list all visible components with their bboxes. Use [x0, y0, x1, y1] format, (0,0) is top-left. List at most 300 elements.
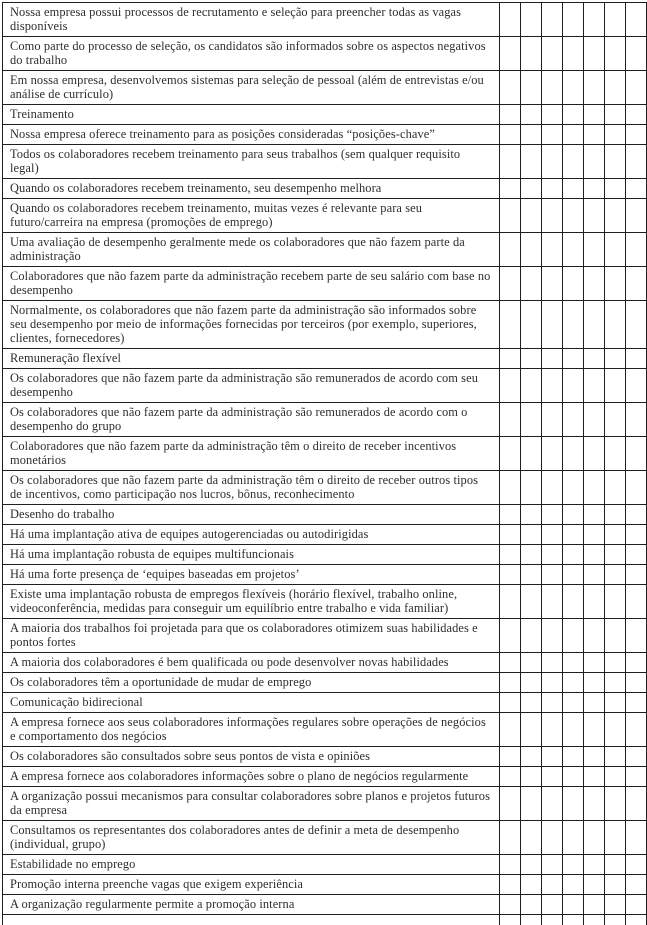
rating-cell[interactable]: [584, 437, 605, 471]
rating-cell[interactable]: [584, 105, 605, 125]
rating-cell[interactable]: [542, 545, 563, 565]
rating-cell[interactable]: [584, 233, 605, 267]
rating-cell[interactable]: [626, 403, 647, 437]
rating-cell[interactable]: [563, 821, 584, 855]
rating-cell[interactable]: [542, 875, 563, 895]
rating-cell[interactable]: [500, 437, 521, 471]
rating-cell[interactable]: [563, 747, 584, 767]
rating-cell[interactable]: [584, 301, 605, 349]
rating-cell[interactable]: [500, 505, 521, 525]
rating-cell[interactable]: [605, 713, 626, 747]
statement-cell: Os colaboradores têm a oportunidade de mudar de emprego: [3, 673, 500, 693]
rating-cell[interactable]: [626, 787, 647, 821]
item-row: [3, 437, 647, 471]
rating-cell[interactable]: [563, 125, 584, 145]
statement-cell: A organização possui mecanismos para consultar colaboradores sobre planos e projetos futuros da empresa: [3, 787, 500, 821]
rating-cell[interactable]: [626, 767, 647, 787]
section-row: [3, 693, 647, 713]
rating-cell[interactable]: [563, 565, 584, 585]
rating-cell[interactable]: [500, 267, 521, 301]
rating-cell[interactable]: [626, 565, 647, 585]
rating-cell[interactable]: [521, 349, 542, 369]
rating-cell[interactable]: [542, 653, 563, 673]
statement-cell: Colaboradores que não fazem parte da administração recebem parte de seu salário com base no desempenho: [3, 267, 500, 301]
rating-cell[interactable]: [626, 653, 647, 673]
rating-cell[interactable]: [521, 525, 542, 545]
rating-cell[interactable]: [626, 693, 647, 713]
rating-cell[interactable]: [605, 3, 626, 37]
rating-cell[interactable]: [521, 673, 542, 693]
rating-cell[interactable]: [584, 199, 605, 233]
rating-cell[interactable]: [500, 105, 521, 125]
rating-cell[interactable]: [563, 787, 584, 821]
rating-cell[interactable]: [500, 821, 521, 855]
rating-cell[interactable]: [605, 179, 626, 199]
rating-cell[interactable]: [605, 349, 626, 369]
rating-cell[interactable]: [500, 875, 521, 895]
rating-cell[interactable]: [563, 693, 584, 713]
rating-cell[interactable]: [521, 505, 542, 525]
item-row: [3, 713, 647, 747]
rating-cell[interactable]: [584, 403, 605, 437]
rating-cell[interactable]: [584, 369, 605, 403]
item-row: [3, 179, 647, 199]
rating-cell[interactable]: [500, 747, 521, 767]
rating-cell[interactable]: [521, 747, 542, 767]
statement-cell: Promoção interna preenche vagas que exigem experiência: [3, 875, 500, 895]
rating-cell[interactable]: [605, 105, 626, 125]
rating-cell[interactable]: [521, 693, 542, 713]
rating-cell[interactable]: [584, 673, 605, 693]
rating-cell[interactable]: [542, 125, 563, 145]
item-row: [3, 895, 647, 915]
item-row: [3, 565, 647, 585]
statement-cell: A empresa fornece aos colaboradores informações sobre o plano de negócios regularmente: [3, 767, 500, 787]
rating-cell[interactable]: [626, 525, 647, 545]
rating-cell[interactable]: [542, 403, 563, 437]
rating-cell[interactable]: [542, 787, 563, 821]
rating-cell[interactable]: [605, 125, 626, 145]
rating-cell[interactable]: [626, 545, 647, 565]
rating-cell[interactable]: [521, 585, 542, 619]
questionnaire-table: [2, 2, 647, 925]
rating-cell[interactable]: [563, 145, 584, 179]
rating-cell[interactable]: [500, 471, 521, 505]
rating-cell[interactable]: [626, 585, 647, 619]
rating-cell[interactable]: [605, 855, 626, 875]
rating-cell[interactable]: [521, 895, 542, 915]
rating-cell[interactable]: [542, 369, 563, 403]
rating-cell[interactable]: [500, 895, 521, 915]
rating-cell[interactable]: [584, 349, 605, 369]
questionnaire-page: [0, 2, 646, 911]
rating-cell[interactable]: [563, 619, 584, 653]
rating-cell[interactable]: [542, 505, 563, 525]
rating-cell[interactable]: [521, 471, 542, 505]
rating-cell[interactable]: [542, 565, 563, 585]
item-row: [3, 471, 647, 505]
rating-cell[interactable]: [605, 369, 626, 403]
rating-cell[interactable]: [605, 233, 626, 267]
rating-cell[interactable]: [626, 855, 647, 875]
rating-cell[interactable]: [542, 267, 563, 301]
rating-cell[interactable]: [500, 565, 521, 585]
item-row: [3, 233, 647, 267]
rating-cell[interactable]: [605, 821, 626, 855]
rating-cell[interactable]: [563, 267, 584, 301]
rating-cell[interactable]: [626, 875, 647, 895]
rating-cell[interactable]: [563, 505, 584, 525]
rating-cell[interactable]: [542, 471, 563, 505]
rating-cell[interactable]: [521, 301, 542, 349]
rating-cell[interactable]: [563, 875, 584, 895]
rating-cell[interactable]: [584, 179, 605, 199]
rating-cell[interactable]: [542, 71, 563, 105]
rating-cell[interactable]: [563, 71, 584, 105]
item-row: [3, 619, 647, 653]
rating-cell[interactable]: [605, 565, 626, 585]
rating-cell[interactable]: [584, 585, 605, 619]
rating-cell[interactable]: [542, 145, 563, 179]
rating-cell[interactable]: [521, 915, 542, 925]
statement-cell: Há uma forte presença de ‘equipes baseadas em projetos’: [3, 565, 500, 585]
rating-cell[interactable]: [626, 37, 647, 71]
rating-cell[interactable]: [521, 619, 542, 653]
rating-cell[interactable]: [584, 713, 605, 747]
rating-cell[interactable]: [563, 403, 584, 437]
rating-cell[interactable]: [563, 585, 584, 619]
rating-cell[interactable]: [605, 875, 626, 895]
statement-cell: Os colaboradores que não fazem parte da administração são remunerados de acordo com o desempenho do grupo: [3, 403, 500, 437]
rating-cell[interactable]: [500, 855, 521, 875]
section-row: [3, 105, 647, 125]
statement-cell: Em nossa empresa, desenvolvemos sistemas para seleção de pessoal (além de entrevistas e/ou análise de currículo): [3, 71, 500, 105]
rating-cell[interactable]: [500, 693, 521, 713]
statement-cell: Colaboradores que não fazem parte da administração têm o direito de receber incentivos monetários: [3, 437, 500, 471]
rating-cell[interactable]: [521, 787, 542, 821]
rating-cell[interactable]: [521, 369, 542, 403]
rating-cell[interactable]: [500, 787, 521, 821]
rating-cell[interactable]: [500, 145, 521, 179]
rating-cell[interactable]: [626, 369, 647, 403]
rating-cell[interactable]: [542, 693, 563, 713]
rating-cell[interactable]: [521, 875, 542, 895]
rating-cell[interactable]: [521, 71, 542, 105]
rating-cell[interactable]: [584, 875, 605, 895]
rating-cell[interactable]: [542, 915, 563, 925]
rating-cell[interactable]: [605, 693, 626, 713]
rating-cell[interactable]: [626, 437, 647, 471]
rating-cell[interactable]: [542, 713, 563, 747]
statement-cell: Há uma implantação ativa de equipes autogerenciadas ou autodirigidas: [3, 525, 500, 545]
rating-cell[interactable]: [542, 525, 563, 545]
item-row: [3, 747, 647, 767]
rating-cell[interactable]: [626, 105, 647, 125]
item-row: [3, 767, 647, 787]
statement-cell: Uma avaliação de desempenho geralmente mede os colaboradores que não fazem parte da administração: [3, 233, 500, 267]
item-row: [3, 653, 647, 673]
rating-cell[interactable]: [584, 565, 605, 585]
rating-cell[interactable]: [563, 545, 584, 565]
rating-cell[interactable]: [542, 767, 563, 787]
rating-cell[interactable]: [521, 821, 542, 855]
rating-cell[interactable]: [500, 767, 521, 787]
item-row: [3, 545, 647, 565]
section-title-cell: Desenho do trabalho: [3, 505, 500, 525]
item-row: [3, 125, 647, 145]
rating-cell[interactable]: [521, 653, 542, 673]
rating-cell[interactable]: [542, 437, 563, 471]
section-row: [3, 505, 647, 525]
statement-cell: Todos os colaboradores recebem treinamento para seus trabalhos (sem qualquer requisito legal): [3, 145, 500, 179]
rating-cell[interactable]: [563, 349, 584, 369]
item-row: [3, 585, 647, 619]
rating-cell[interactable]: [563, 895, 584, 915]
rating-cell[interactable]: [563, 471, 584, 505]
rating-cell[interactable]: [542, 3, 563, 37]
section-title-cell: Comunicação bidirecional: [3, 693, 500, 713]
item-row: [3, 369, 647, 403]
rating-cell[interactable]: [605, 525, 626, 545]
item-row: [3, 267, 647, 301]
rating-cell[interactable]: [626, 505, 647, 525]
rating-cell[interactable]: [626, 619, 647, 653]
rating-cell[interactable]: [500, 199, 521, 233]
rating-cell[interactable]: [605, 199, 626, 233]
rating-cell[interactable]: [521, 403, 542, 437]
statement-cell: Consultamos os representantes dos colaboradores antes de definir a meta de desempenho (individual, grupo): [3, 821, 500, 855]
rating-cell[interactable]: [584, 145, 605, 179]
statement-cell: A maioria dos colaboradores é bem qualificada ou pode desenvolver novas habilidades: [3, 653, 500, 673]
rating-cell[interactable]: [584, 821, 605, 855]
rating-cell[interactable]: [626, 349, 647, 369]
rating-cell[interactable]: [563, 105, 584, 125]
rating-cell[interactable]: [563, 525, 584, 545]
rating-cell[interactable]: [542, 179, 563, 199]
rating-cell[interactable]: [521, 37, 542, 71]
rating-cell[interactable]: [500, 585, 521, 619]
rating-cell[interactable]: [584, 895, 605, 915]
rating-cell[interactable]: [500, 713, 521, 747]
rating-cell[interactable]: [521, 713, 542, 747]
rating-cell[interactable]: [500, 125, 521, 145]
rating-cell[interactable]: [626, 3, 647, 37]
rating-cell[interactable]: [500, 37, 521, 71]
rating-cell[interactable]: [500, 915, 521, 925]
rating-cell[interactable]: [584, 125, 605, 145]
rating-cell[interactable]: [584, 747, 605, 767]
rating-cell[interactable]: [521, 855, 542, 875]
rating-cell[interactable]: [626, 471, 647, 505]
rating-cell[interactable]: [542, 895, 563, 915]
item-row: [3, 71, 647, 105]
rating-cell[interactable]: [521, 565, 542, 585]
rating-cell[interactable]: [521, 767, 542, 787]
rating-cell[interactable]: [500, 71, 521, 105]
table-body: [3, 3, 647, 925]
rating-cell[interactable]: [542, 855, 563, 875]
rating-cell[interactable]: [563, 713, 584, 747]
rating-cell[interactable]: [584, 267, 605, 301]
rating-cell[interactable]: [626, 199, 647, 233]
rating-cell[interactable]: [542, 233, 563, 267]
item-row: [3, 787, 647, 821]
rating-cell[interactable]: [542, 619, 563, 653]
section-row: [3, 349, 647, 369]
rating-cell[interactable]: [626, 915, 647, 925]
rating-cell[interactable]: [626, 301, 647, 349]
section-title-cell: Estabilidade no emprego: [3, 855, 500, 875]
rating-cell[interactable]: [626, 179, 647, 199]
item-row: [3, 199, 647, 233]
rating-cell[interactable]: [521, 105, 542, 125]
rating-cell[interactable]: [584, 525, 605, 545]
rating-cell[interactable]: [626, 673, 647, 693]
statement-cell: Nossa empresa oferece treinamento para as posições consideradas “posições-chave”: [3, 125, 500, 145]
rating-cell[interactable]: [584, 3, 605, 37]
rating-cell[interactable]: [605, 787, 626, 821]
section-row: [3, 855, 647, 875]
rating-cell[interactable]: [584, 693, 605, 713]
rating-cell[interactable]: [626, 713, 647, 747]
rating-cell[interactable]: [542, 821, 563, 855]
rating-cell[interactable]: [542, 199, 563, 233]
rating-cell[interactable]: [563, 179, 584, 199]
rating-cell[interactable]: [500, 545, 521, 565]
rating-cell[interactable]: [584, 855, 605, 875]
rating-cell[interactable]: [605, 37, 626, 71]
rating-cell[interactable]: [626, 747, 647, 767]
rating-cell[interactable]: [500, 301, 521, 349]
rating-cell[interactable]: [500, 349, 521, 369]
rating-cell[interactable]: [521, 199, 542, 233]
rating-cell[interactable]: [521, 233, 542, 267]
rating-cell[interactable]: [584, 767, 605, 787]
rating-cell[interactable]: [500, 233, 521, 267]
rating-cell[interactable]: [605, 619, 626, 653]
rating-cell[interactable]: [605, 767, 626, 787]
rating-cell[interactable]: [605, 437, 626, 471]
rating-cell[interactable]: [605, 915, 626, 925]
rating-cell[interactable]: [563, 653, 584, 673]
statement-cell: A maioria dos trabalhos foi projetada para que os colaboradores otimizem suas habilidades e pontos fortes: [3, 619, 500, 653]
item-row: [3, 37, 647, 71]
rating-cell[interactable]: [542, 349, 563, 369]
rating-cell[interactable]: [605, 895, 626, 915]
section-title-cell: Remuneração flexível: [3, 349, 500, 369]
rating-cell[interactable]: [584, 787, 605, 821]
rating-cell[interactable]: [626, 821, 647, 855]
rating-cell[interactable]: [605, 747, 626, 767]
rating-cell[interactable]: [563, 37, 584, 71]
rating-cell[interactable]: [605, 545, 626, 565]
rating-cell[interactable]: [563, 301, 584, 349]
rating-cell[interactable]: [500, 525, 521, 545]
rating-cell[interactable]: [500, 3, 521, 37]
rating-cell[interactable]: [605, 403, 626, 437]
rating-cell[interactable]: [521, 545, 542, 565]
rating-cell[interactable]: [500, 653, 521, 673]
rating-cell[interactable]: [563, 3, 584, 37]
rating-cell[interactable]: [584, 505, 605, 525]
statement-cell: Há uma implantação robusta de equipes multifuncionais: [3, 545, 500, 565]
rating-cell[interactable]: [563, 233, 584, 267]
rating-cell[interactable]: [584, 471, 605, 505]
rating-cell[interactable]: [563, 199, 584, 233]
rating-cell[interactable]: [542, 105, 563, 125]
rating-cell[interactable]: [521, 437, 542, 471]
rating-cell[interactable]: [500, 673, 521, 693]
rating-cell[interactable]: [605, 673, 626, 693]
rating-cell[interactable]: [500, 403, 521, 437]
rating-cell[interactable]: [563, 437, 584, 471]
rating-cell[interactable]: [542, 673, 563, 693]
rating-cell[interactable]: [584, 653, 605, 673]
rating-cell[interactable]: [626, 267, 647, 301]
rating-cell[interactable]: [605, 471, 626, 505]
statement-cell: Os colaboradores que não fazem parte da administração são remunerados de acordo com seu desempenho: [3, 369, 500, 403]
item-row: [3, 403, 647, 437]
rating-cell[interactable]: [542, 37, 563, 71]
rating-cell[interactable]: [563, 673, 584, 693]
statement-cell: Os colaboradores são consultados sobre seus pontos de vista e opiniões: [3, 747, 500, 767]
rating-cell[interactable]: [563, 915, 584, 925]
rating-cell[interactable]: [521, 145, 542, 179]
rating-cell[interactable]: [584, 545, 605, 565]
item-row: [3, 301, 647, 349]
rating-cell[interactable]: [605, 71, 626, 105]
rating-cell[interactable]: [626, 71, 647, 105]
item-row: [3, 673, 647, 693]
rating-cell[interactable]: [521, 125, 542, 145]
rating-cell[interactable]: [605, 301, 626, 349]
rating-cell[interactable]: [605, 505, 626, 525]
rating-cell[interactable]: [542, 301, 563, 349]
rating-cell[interactable]: [626, 125, 647, 145]
rating-cell[interactable]: [584, 37, 605, 71]
rating-cell[interactable]: [521, 179, 542, 199]
rating-cell[interactable]: [605, 653, 626, 673]
item-row: [3, 145, 647, 179]
rating-cell[interactable]: [605, 267, 626, 301]
rating-cell[interactable]: [563, 369, 584, 403]
rating-cell[interactable]: [542, 585, 563, 619]
rating-cell[interactable]: [500, 179, 521, 199]
rating-cell[interactable]: [584, 915, 605, 925]
rating-cell[interactable]: [626, 233, 647, 267]
statement-cell: Os colaboradores que não fazem parte da administração têm o direito de receber outros tipos de incentivos, como participação nos lucros, bônus, reconhecimento: [3, 471, 500, 505]
rating-cell[interactable]: [605, 585, 626, 619]
rating-cell[interactable]: [563, 855, 584, 875]
rating-cell[interactable]: [542, 747, 563, 767]
rating-cell[interactable]: [500, 369, 521, 403]
rating-cell[interactable]: [563, 767, 584, 787]
rating-cell[interactable]: [605, 145, 626, 179]
statement-cell: Como parte do processo de seleção, os candidatos são informados sobre os aspectos negativos do trabalho: [3, 37, 500, 71]
rating-cell[interactable]: [521, 267, 542, 301]
statement-cell: Nossa empresa possui processos de recrutamento e seleção para preencher todas as vagas disponíveis: [3, 3, 500, 37]
rating-cell[interactable]: [626, 895, 647, 915]
rating-cell[interactable]: [500, 619, 521, 653]
rating-cell[interactable]: [521, 3, 542, 37]
statement-cell: A organização regularmente permite a promoção interna: [3, 895, 500, 915]
statement-cell: Existe uma implantação robusta de empregos flexíveis (horário flexível, trabalho online, videoconferência, medidas para conseguir um equilíbrio entre trabalho e vida familiar): [3, 585, 500, 619]
rating-cell[interactable]: [584, 71, 605, 105]
rating-cell[interactable]: [584, 619, 605, 653]
statement-cell: Quando os colaboradores recebem treinamento, seu desempenho melhora: [3, 179, 500, 199]
rating-cell[interactable]: [626, 145, 647, 179]
statement-cell: [3, 915, 500, 925]
